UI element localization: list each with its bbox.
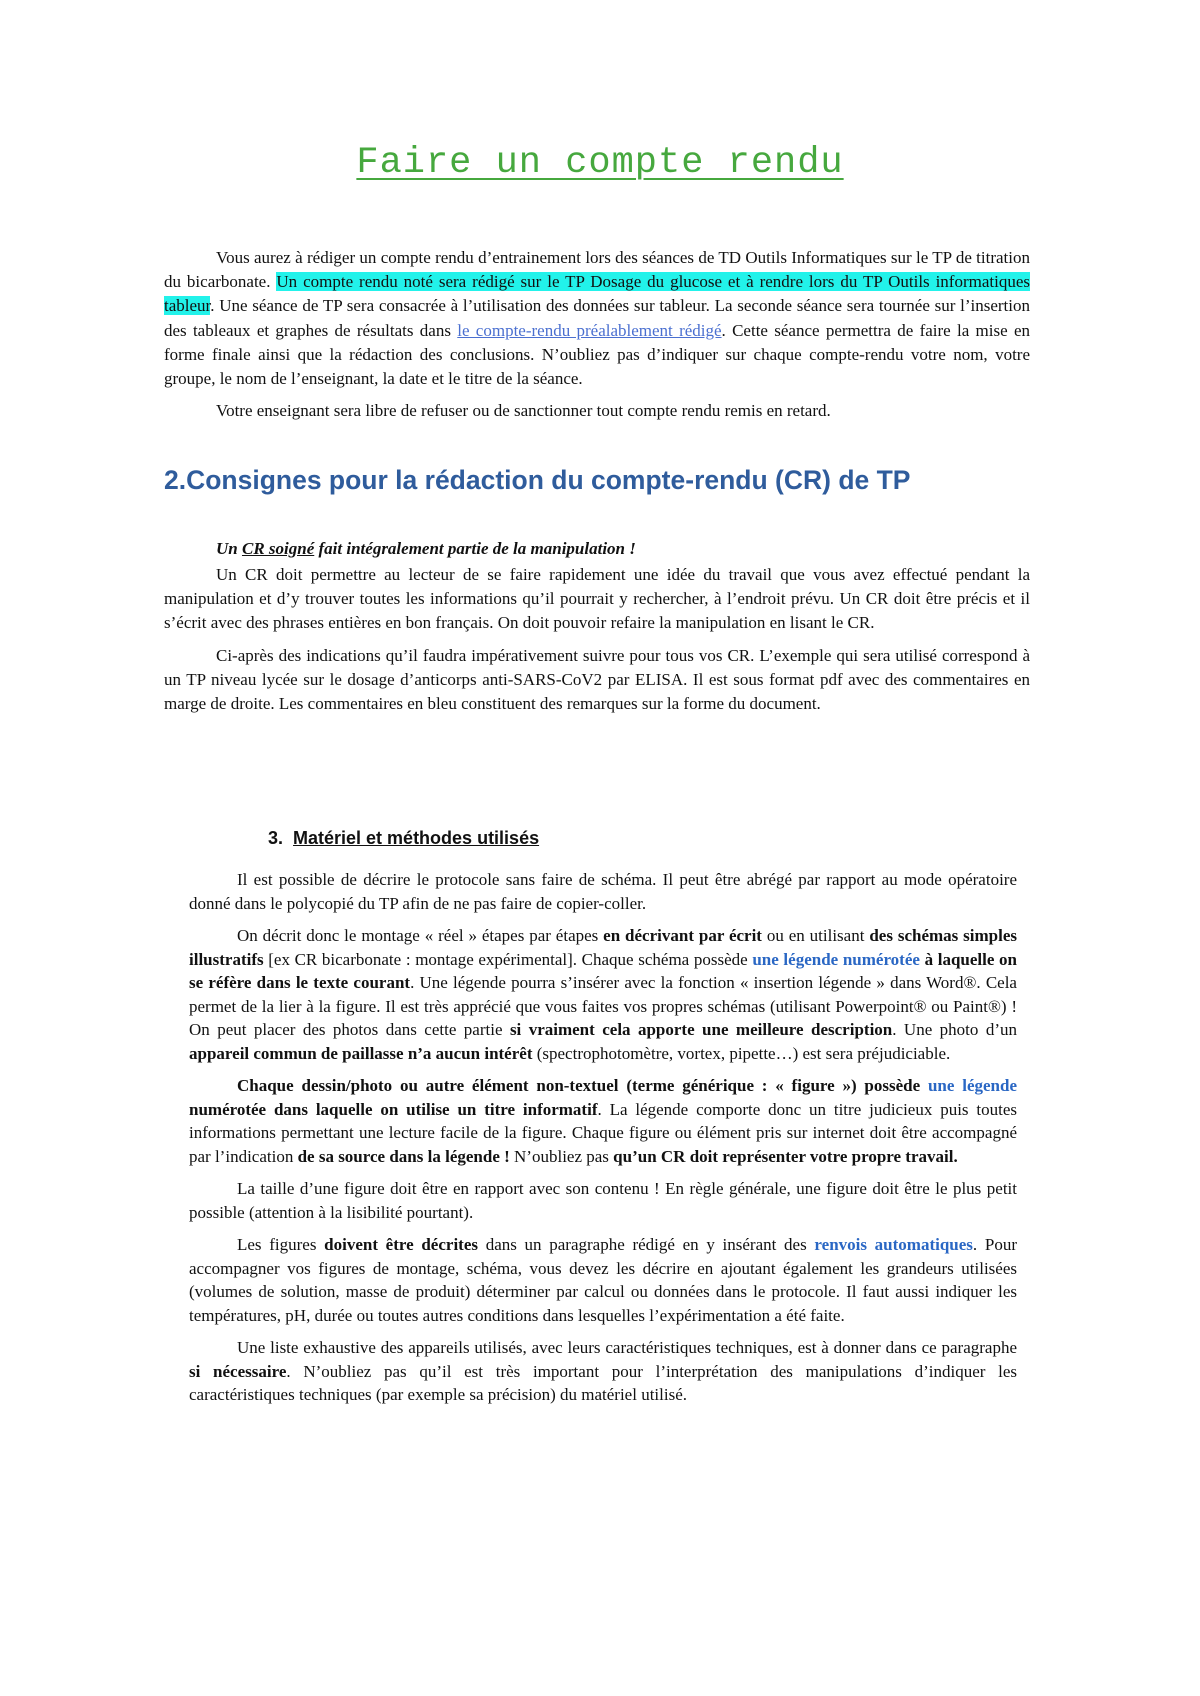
intro-block (164, 246, 1030, 431)
section-2-number: 2. (164, 465, 187, 495)
text-run: [ex CR bicarbonate : montage expérimental]. Chaque schéma possède (263, 949, 753, 969)
text-run: On décrit donc le montage « réel » étapes par étapes (237, 926, 604, 945)
text-run: . Une photo d’un (892, 1020, 1017, 1039)
text-run: Les figures (237, 1235, 325, 1254)
text-run: N’oubliez pas (514, 1146, 614, 1166)
text-run: Une liste exhaustive des appareils utilisés, avec leurs caractéristiques techniques, est à donner dans ce paragraphe (237, 1338, 1017, 1357)
section-3-number: 3. (268, 828, 284, 848)
text-run: Un (216, 539, 242, 558)
underlined-text: CR soigné (241, 539, 315, 558)
text-run: . Une légende pourra s’insérer avec la fonction « insertion légende » dans Word®. Cela permet de la lier à la figure. Il est très apprécié que vous faites vos propres schémas (utilisant Powerpoint® ou Paint®) ! On peut placer des photos dans cette partie (189, 973, 1017, 1039)
bold-text: Chaque dessin/photo ou autre élément non-textuel (terme générique : « figure ») possède (237, 1076, 928, 1095)
text-run: . La légende comporte donc un titre judicieux puis toutes informations permettant une lecture facile de la figure. Chaque figure ou élément pris sur internet doit être accompagné par l’indication (189, 1099, 1017, 1166)
text-run: Un CR doit permettre au lecteur de se faire rapidement une idée du travail que vous avez effectué pendant la manipulation et d’y trouver toutes les informations qu’il pourrait y rechercher, à l’endroit prévu. Un CR doit être précis et il s’écrit avec des phrases entières en bon français. On doit pouvoir refaire la manipulation en lisant le CR. (164, 565, 1030, 633)
blue-emphasis: une légende numérotée (752, 949, 920, 969)
section-3-heading (268, 828, 539, 849)
text-run: Vous aurez à rédiger un compte rendu d’entrainement lors des séances de TD Outils Informatiques sur le TP de titration du bicarbonate. (164, 248, 1030, 292)
reference-link[interactable]: le compte-rendu préalablement rédigé (457, 320, 722, 340)
section-3-title: Matériel et méthodes utilisés (293, 828, 540, 848)
intro-paragraph-2 (164, 399, 1030, 423)
document-title: Faire un compte rendu (356, 142, 844, 184)
bold-text: appareil commun de paillasse n’a aucun intérêt (189, 1043, 533, 1063)
text-run: Il est possible de décrire le protocole sans faire de schéma. Il peut être abrégé par rapport au mode opératoire donné dans le polycopié du TP afin de ne pas faire de copier-coller. (189, 870, 1017, 913)
bold-text: doivent être décrites (324, 1235, 478, 1254)
section-3-paragraph-4 (189, 1177, 1017, 1224)
section-3-block (189, 868, 1017, 1416)
section-3-paragraph-2 (189, 924, 1017, 1065)
bold-text: de sa source dans la légende ! (297, 1146, 515, 1166)
text-run: . Une séance de TP sera consacrée à l’utilisation des données sur tableur. La seconde séance sera tournée sur l’insertion des tableaux et graphes de résultats dans (164, 296, 1030, 340)
text-run: Ci-après des indications qu’il faudra impérativement suivre pour tous vos CR. L’exemple qui sera utilisé correspond à un TP niveau lycée sur le dosage d’anticorps anti-SARS-CoV2 par ELISA. Il est sous format pdf avec des commentaires en marge de droite. Les commentaires en bleu constituent des remarques sur la forme du document. (164, 645, 1030, 714)
bold-text: si vraiment cela apporte une meilleure description (509, 1020, 893, 1039)
section-2-subheading (164, 539, 1030, 559)
text-run: . N’oubliez pas qu’il est très important pour l’interprétation des manipulations d’indiquer les caractéristiques techniques (par exemple sa précision) du matériel utilisé. (189, 1361, 1018, 1404)
text-run: Votre enseignant sera libre de refuser ou de sanctionner tout compte rendu remis en retard. (216, 401, 831, 421)
text-run: dans un paragraphe rédigé en y insérant des (478, 1235, 815, 1254)
section-2-heading (164, 465, 911, 496)
text-run: . Pour accompagner vos figures de montage, schéma, vous devez les décrire en ajoutant également les grandeurs utilisées (volumes de solution, masse de produit) déterminer par calcul ou données dans le protocole. Il faut aussi indiquer les températures, pH, durée ou toutes autres conditions dans lesquelles l’expérimentation a été faite. (189, 1235, 1017, 1325)
blue-emphasis: une légende (927, 1076, 1017, 1095)
section-2-paragraph-2 (164, 644, 1030, 717)
text-run: (spectrophotomètre, vortex, pipette…) est sera préjudiciable. (532, 1043, 951, 1063)
text-run: . Cette séance permettra de faire la mise en forme finale ainsi que la rédaction des conclusions. N’oubliez pas d’indiquer sur chaque compte-rendu votre nom, votre groupe, le nom de l’enseignant, la date et le titre de la séance. (164, 320, 1030, 389)
section-2-title: Consignes pour la rédaction du compte-rendu (CR) de TP (186, 465, 911, 495)
section-3-paragraph-1 (189, 868, 1017, 915)
text-run: ou en utilisant (761, 926, 870, 945)
section-3-paragraph-6 (189, 1336, 1017, 1407)
bold-text: si nécessaire (189, 1361, 287, 1381)
section-3-paragraph-3 (189, 1074, 1017, 1168)
bold-text: des schémas simples illustratifs (189, 926, 1017, 969)
intro-paragraph-1 (164, 246, 1030, 391)
section-2-paragraph-1 (164, 563, 1030, 636)
text-run: fait intégralement partie de la manipulation ! (314, 539, 636, 558)
section-3-paragraph-5 (189, 1233, 1017, 1327)
bold-text: numérotée dans laquelle on utilise un titre informatif (189, 1099, 598, 1119)
text-run: La taille d’une figure doit être en rapport avec son contenu ! En règle générale, une figure doit être le plus petit possible (attention à la lisibilité pourtant). (189, 1179, 1017, 1222)
bold-text: qu’un CR doit représenter votre propre travail. (613, 1146, 958, 1166)
blue-emphasis: renvois automatiques (814, 1235, 973, 1254)
section-2-block (164, 539, 1030, 724)
bold-text: en décrivant par écrit (603, 926, 762, 945)
highlighted-text: Un compte rendu noté sera rédigé sur le TP Dosage du glucose et à rendre lors du TP Outils informatiques tableur (164, 272, 1030, 316)
bold-text: à laquelle on se réfère dans le texte courant (189, 949, 1017, 992)
